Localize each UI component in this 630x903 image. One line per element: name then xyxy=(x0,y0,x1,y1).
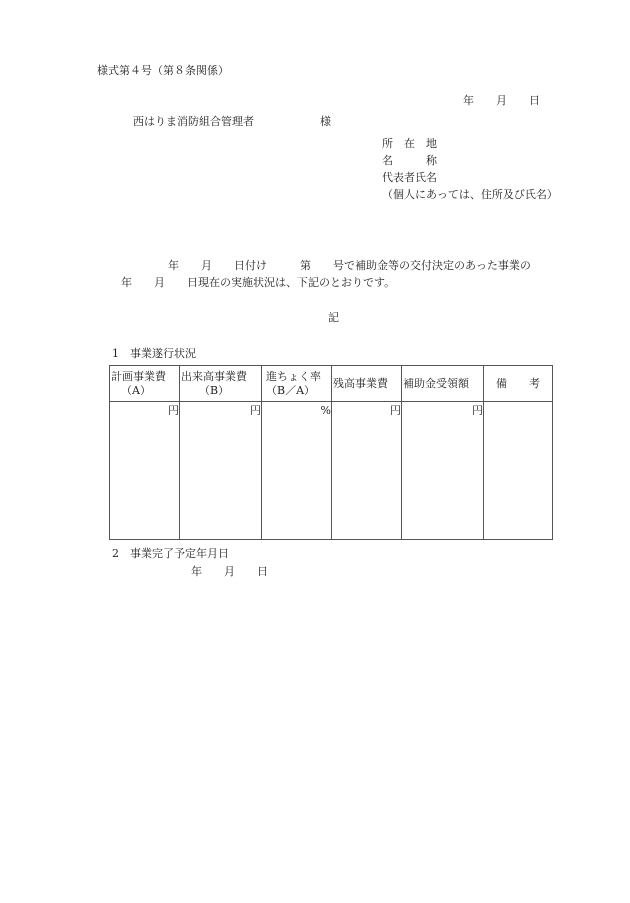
unit-planned-cost: 円 xyxy=(168,404,179,417)
section-1-title: 1 事業遂行状況 xyxy=(112,347,196,360)
submission-date: 年 月 日 xyxy=(463,94,540,107)
name-label: 名 称 xyxy=(382,154,437,167)
addressee: 西はりま消防組合管理者 xyxy=(133,115,254,128)
completion-date: 年 月 日 xyxy=(191,565,268,578)
header-line: 計画事業費 xyxy=(111,369,166,383)
body-line-2: 年 月 日現在の実施状況は、下記のとおりです。 xyxy=(121,276,396,289)
body-line-1: 年 月 日付け 第 号で補助金等の交付決定のあった事業の xyxy=(168,259,531,272)
header-line: 補助金受領額 xyxy=(403,376,469,390)
progress-table xyxy=(109,365,553,540)
honorific: 様 xyxy=(320,115,331,128)
header-subsidy-received xyxy=(403,366,483,401)
header-remarks xyxy=(496,366,552,401)
header-line: （B／A） xyxy=(266,383,316,397)
section-2-title: 2 事業完了予定年月日 xyxy=(112,547,229,560)
column-divider xyxy=(483,366,484,539)
header-line: 備 考 xyxy=(496,376,540,390)
column-divider xyxy=(179,366,180,539)
header-remaining-cost xyxy=(333,366,401,401)
header-line: 出来高事業費 xyxy=(181,369,247,383)
unit-progress-rate: % xyxy=(320,404,331,417)
header-planned-cost xyxy=(111,366,179,401)
header-line: 残高事業費 xyxy=(333,376,388,390)
representative-label: 代表者氏名 xyxy=(382,171,437,184)
unit-remaining-cost: 円 xyxy=(390,404,401,417)
unit-subsidy-received: 円 xyxy=(472,404,483,417)
header-divider xyxy=(110,401,552,402)
column-divider xyxy=(401,366,402,539)
address-label: 所 在 地 xyxy=(382,137,437,150)
header-progress-rate xyxy=(266,366,332,401)
column-divider xyxy=(261,366,262,539)
header-line: （B） xyxy=(199,383,230,397)
header-actual-cost xyxy=(181,366,261,401)
header-line: 進ちょく率 xyxy=(266,369,321,383)
individual-note: （個人にあっては、住所及び氏名） xyxy=(382,188,558,201)
unit-actual-cost: 円 xyxy=(250,404,261,417)
ki-heading: 記 xyxy=(328,311,339,324)
form-number: 様式第４号（第８条関係） xyxy=(97,64,229,77)
header-line: （A） xyxy=(121,383,151,397)
